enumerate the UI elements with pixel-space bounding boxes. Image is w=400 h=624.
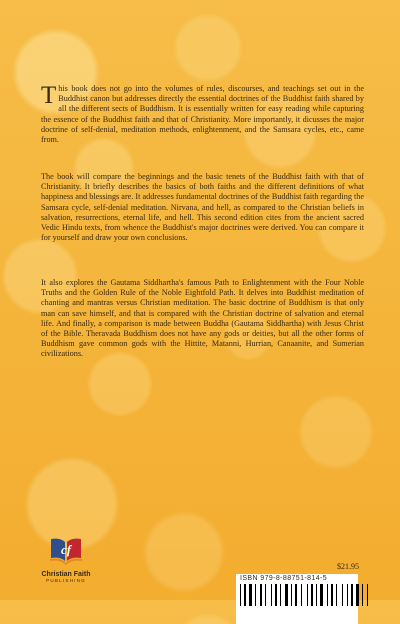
publisher-subtitle: PUBLISHING	[46, 578, 86, 583]
barcode-bar	[329, 584, 330, 606]
barcode-bar	[263, 584, 264, 606]
barcode-bar	[338, 584, 341, 606]
barcode-bar	[309, 584, 310, 606]
isbn-barcode	[236, 574, 358, 624]
barcode-bar	[298, 584, 300, 606]
barcode-bar	[369, 584, 370, 606]
barcode-bar	[349, 584, 350, 606]
barcode-bar	[291, 584, 292, 606]
barcode-bar	[260, 584, 262, 606]
barcode-bar	[354, 584, 355, 606]
barcode-bar	[362, 584, 363, 606]
publisher-name: Christian Faith	[41, 571, 91, 578]
blurb-paragraph-3: It also explores the Gautama Siddhartha's famous Path to Enlightenment with the Four Noble Truths and the Golden Rule of the Noble Eightfold Path. It delves into Buddhist meditation of chanting and mantras versus Christian meditation. The basic doctrine of Buddhism is that only man can save himself, and that is compared with the Christian doctrine of salvation and eternal life. And finally, a comparison is made between Buddha (Gautama Siddhartha) with Jesus Christ of the Bible. Theravada Buddhism does not have any gods or deities, but all the other forms of Buddhism gave common gods with the Hittite, Matanni, Hurrian, Canaanite, and Sumerian civilizations.	[41, 278, 364, 359]
barcode-bar	[247, 584, 248, 606]
barcode-bar	[314, 584, 315, 606]
barcode-bar	[334, 584, 335, 606]
barcode-bar	[324, 584, 326, 606]
barcode-bar	[311, 584, 313, 606]
barcode-bar	[275, 584, 277, 606]
barcode-bar	[255, 584, 256, 606]
barcode-bar	[273, 584, 274, 606]
barcode-bar	[356, 584, 359, 606]
barcode-bar	[289, 584, 290, 606]
barcode-bar	[360, 584, 361, 606]
barcode-bar	[364, 584, 366, 606]
barcode-bar	[257, 584, 259, 606]
barcode-bar	[271, 584, 272, 606]
barcode-bar	[285, 584, 288, 606]
barcode-bar	[367, 584, 368, 606]
barcode-bars	[240, 584, 371, 606]
svg-text:cf: cf	[60, 542, 72, 557]
barcode-bar	[253, 584, 254, 606]
barcode-bar	[295, 584, 297, 606]
barcode-bar	[303, 584, 306, 606]
barcode-bar	[318, 584, 319, 606]
barcode-bar	[327, 584, 328, 606]
barcode-bar	[282, 584, 284, 606]
blurb-paragraph-2: The book will compare the beginnings and the basic tenets of the Buddhist faith with that of Christianity. It briefly describes the basics of both faiths and the different definitions of what happiness and blessings are. It addresses fundamental doctrines of the Buddhist faith regarding the Samsara cycle, self-denial meditation. Nirvana, and hell, as compared to the Christian beliefs in salvation, resurrections, eternal life, and hell. This second edition cites from the ancient sacred Vedic Hindu texts, from whence the Buddhist's major doctrines were derived. You can compare it for yourself and draw your own conclusions.	[41, 172, 364, 243]
publisher-logo-icon	[49, 535, 83, 565]
barcode-bar	[280, 584, 281, 606]
barcode-bar	[278, 584, 279, 606]
barcode-bar	[265, 584, 266, 606]
barcode-bar	[301, 584, 302, 606]
price-label: $21.95	[337, 562, 359, 571]
barcode-bar	[240, 584, 241, 606]
barcode-bar	[249, 584, 252, 606]
barcode-bar	[351, 584, 353, 606]
barcode-bar	[293, 584, 294, 606]
publisher-logo	[34, 535, 98, 583]
barcode-bar	[347, 584, 348, 606]
barcode-bar	[307, 584, 308, 606]
barcode-bar	[336, 584, 337, 606]
barcode-bar	[244, 584, 246, 606]
barcode-bar	[267, 584, 270, 606]
barcode-bar	[316, 584, 317, 606]
paragraph-1-text: his book does not go into the volumes of rules, discourses, and teachings set out in the Buddhist canon but addresses directly the essential doctrines of the Buddhist faith shared by all the different sects of Buddhism. It is essentially written for easy reading while capturing the essence of the Buddhist faith and that of Christianity. More importantly, it dicusses the major doctrine of self-denial, meditation methods, enlightenment, and the Samsara cycles, etc., came from.	[41, 84, 364, 144]
blurb-paragraph-1	[41, 84, 364, 145]
barcode-bar	[242, 584, 243, 606]
barcode-bar	[344, 584, 346, 606]
drop-cap-letter: T	[41, 82, 57, 109]
barcode-bar	[342, 584, 343, 606]
barcode-bar	[331, 584, 333, 606]
barcode-bar	[320, 584, 323, 606]
isbn-number: ISBN 979-8-88751-814-5	[240, 575, 328, 582]
